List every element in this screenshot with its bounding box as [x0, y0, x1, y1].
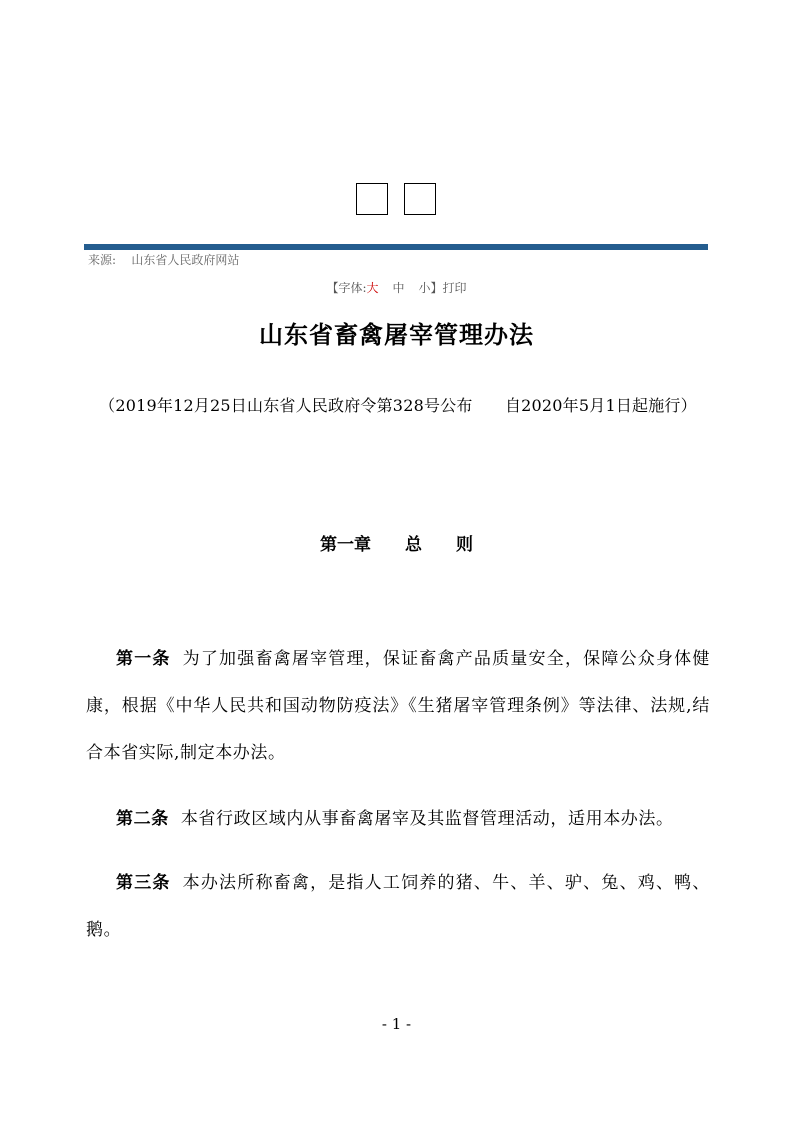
- font-medium-link[interactable]: 中: [392, 281, 405, 295]
- font-close: 】: [430, 281, 443, 295]
- font-size-bar: [0, 280, 793, 296]
- header-rule: [84, 244, 708, 250]
- placeholder-box-right: [404, 183, 436, 215]
- font-small-link[interactable]: 小: [418, 281, 431, 295]
- article-text: 本办法所称畜禽，是指人工饲养的猪、牛、羊、驴、兔、鸡、鸭、鹅。: [86, 873, 710, 940]
- placeholder-box-left: [356, 183, 388, 215]
- article-label: 第一条: [116, 649, 171, 669]
- chapter-heading: 第一章 总 则: [320, 535, 473, 555]
- source-label: 来源:: [88, 253, 117, 267]
- article-text: 为了加强畜禽屠宰管理，保证畜禽产品质量安全，保障公众身体健康，根据《中华人民共和国动物防疫法》《生猪屠宰管理条例》等法律、法规,结合本省实际,制定本办法。: [86, 649, 710, 763]
- article-text: 本省行政区域内从事畜禽屠宰及其监督管理活动，适用本办法。: [180, 809, 674, 829]
- font-open: 【字体:: [326, 281, 367, 295]
- document-subtitle: （2019年12月25日山东省人民政府令第328号公布 自2020年5月1日起施行）: [99, 396, 697, 415]
- article-label: 第三条: [116, 873, 171, 893]
- page-number: - 1 -: [381, 1015, 412, 1033]
- font-large-link[interactable]: 大: [366, 281, 379, 295]
- source-name: 山东省人民政府网站: [131, 253, 240, 267]
- article-1: [86, 636, 710, 777]
- source-line: [88, 252, 239, 268]
- article-2: [86, 796, 710, 843]
- document-title: 山东省畜禽屠宰管理办法: [259, 320, 534, 349]
- print-link[interactable]: 打印: [442, 281, 467, 295]
- article-3: [86, 860, 710, 954]
- article-label: 第二条: [116, 809, 169, 829]
